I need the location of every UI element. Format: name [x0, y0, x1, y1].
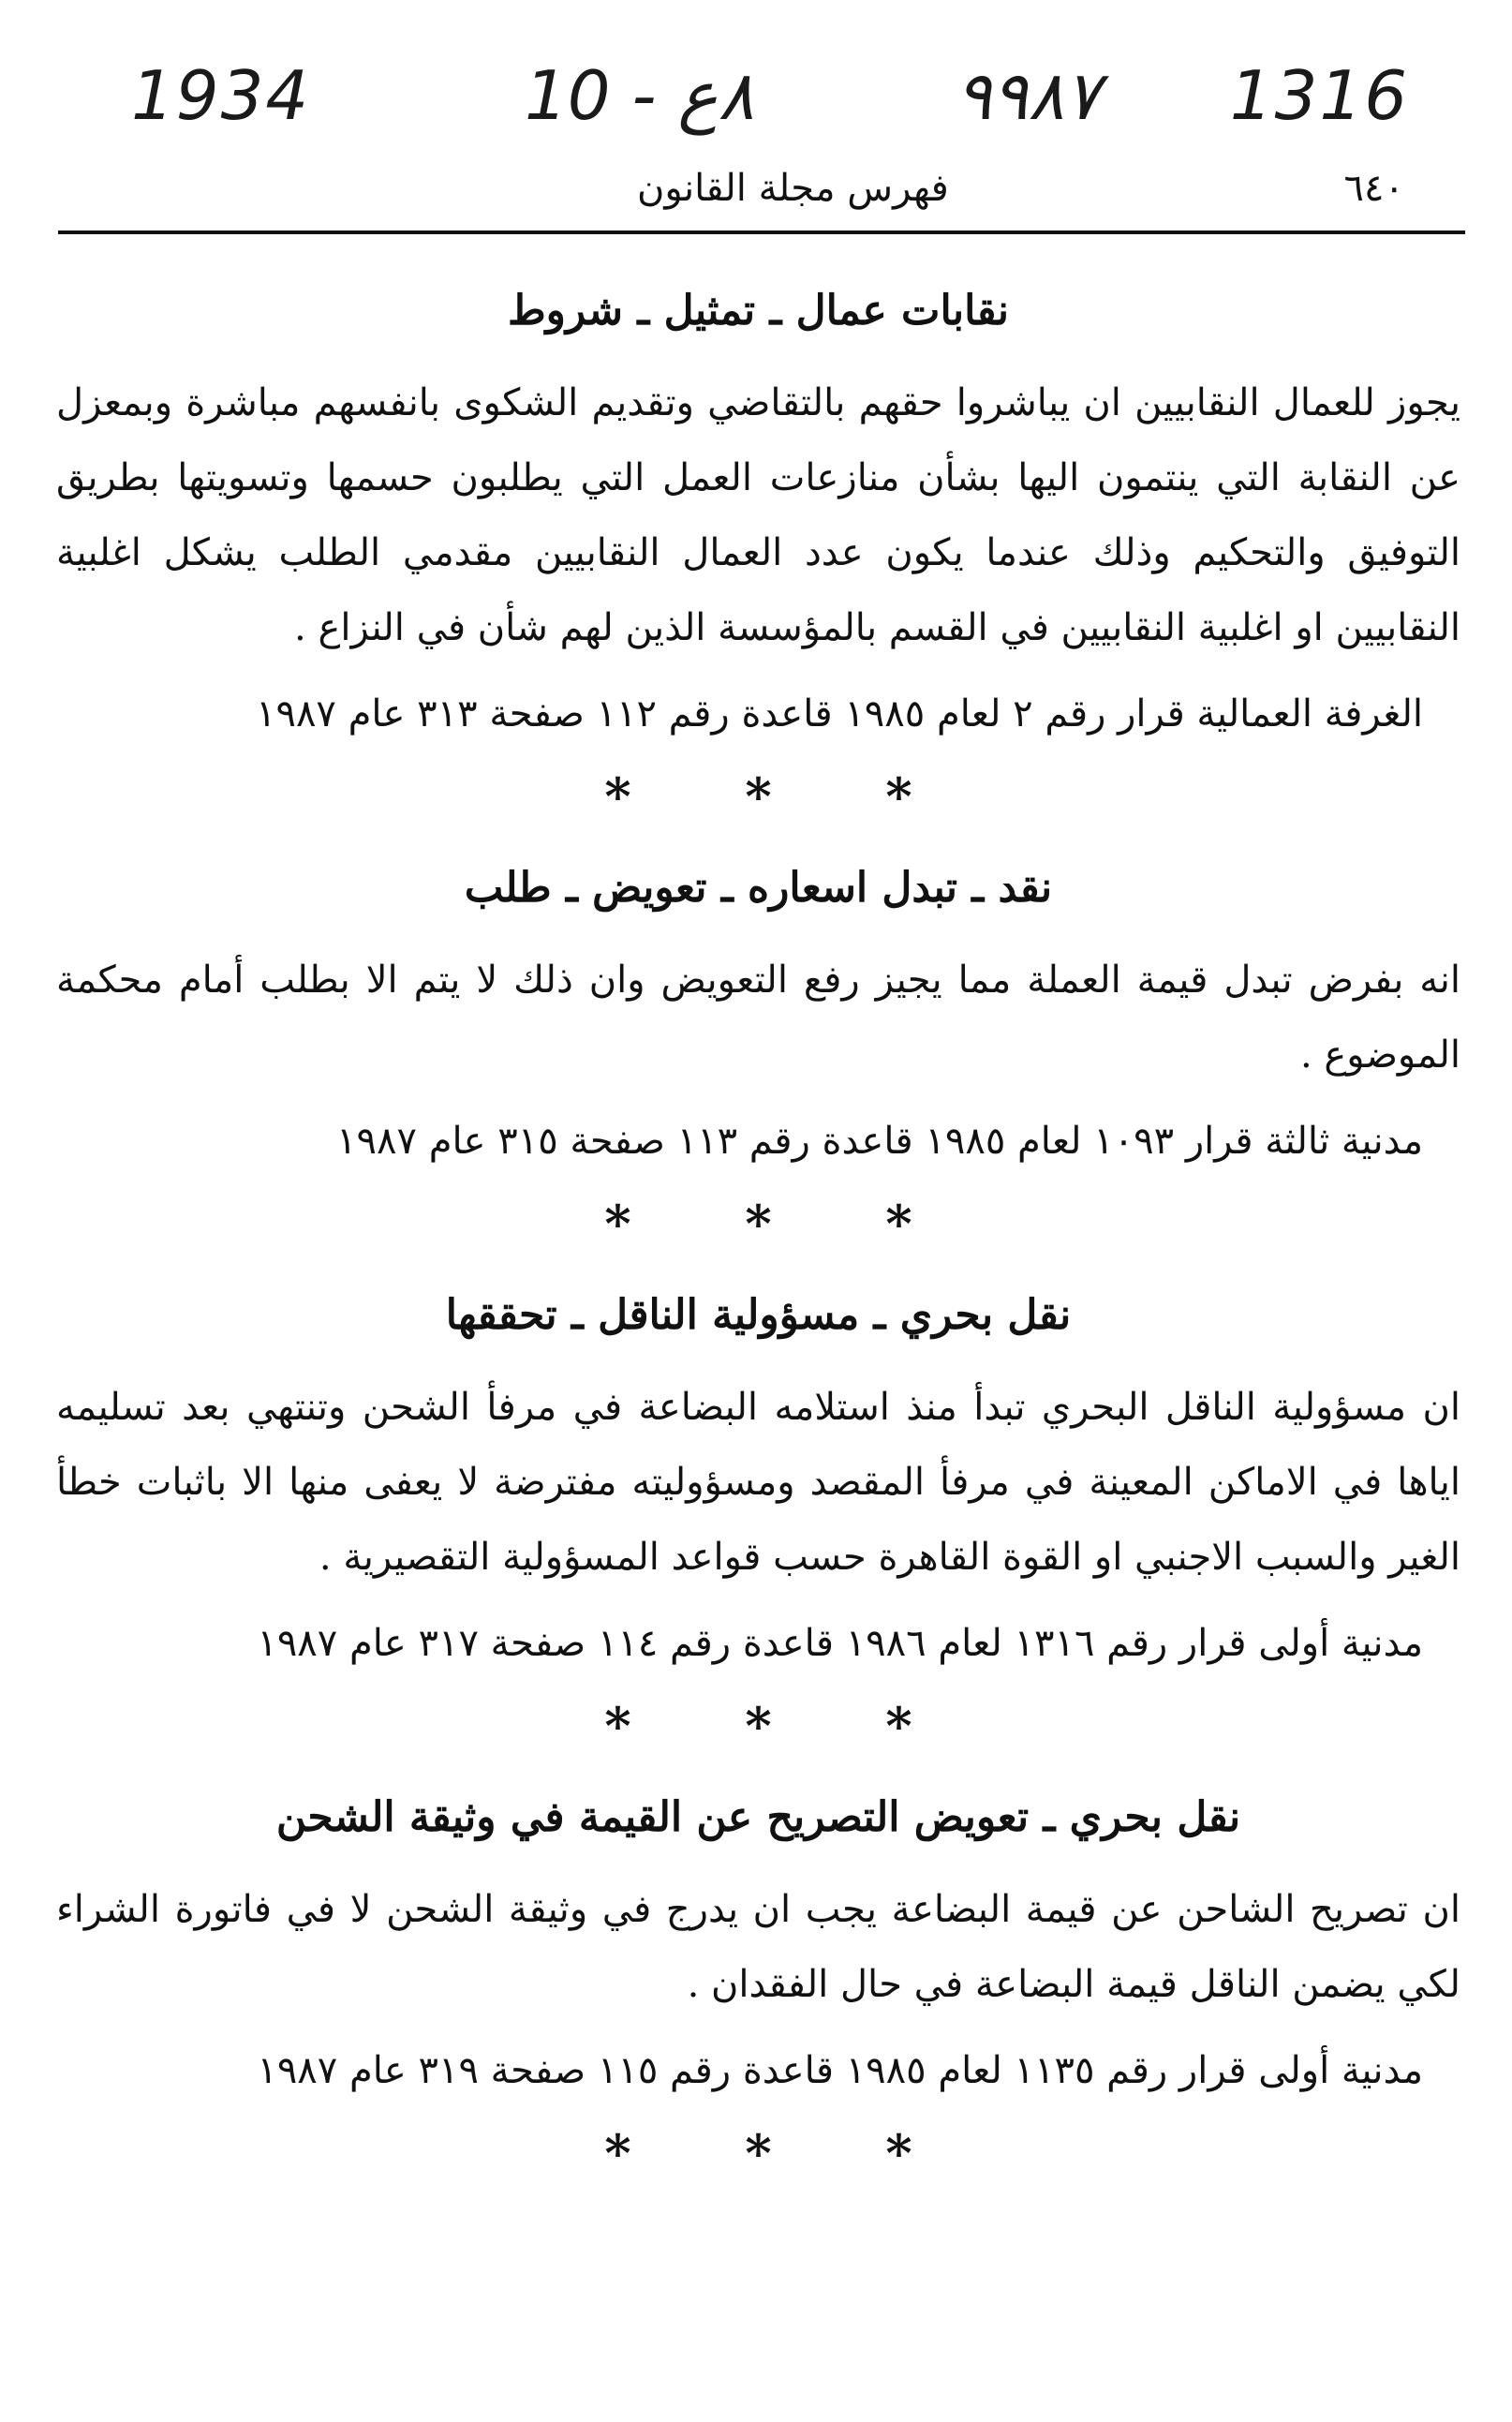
- separator-star: *: [604, 766, 631, 826]
- separator-star: *: [885, 766, 912, 826]
- entry-body: ان تصريح الشاحن عن قيمة البضاعة يجب ان يدرج في وثيقة الشحن لا في فاتورة الشراء لكي يضمن الناقل قيمة البضاعة في حال الفقدان .: [56, 1888, 1460, 2006]
- separator-star: *: [745, 1696, 772, 1756]
- index-entry: [56, 1285, 1460, 1763]
- separator-star: *: [885, 1696, 912, 1756]
- section-separator: [56, 1186, 1460, 1261]
- entry-heading: نقل بحري ـ تعويض التصريح عن القيمة في وثيقة الشحن: [275, 1793, 1241, 1841]
- entry-body: ان مسؤولية الناقل البحري تبدأ منذ استلامه البضاعة في مرفأ الشحن وتنتهي بعد تسليمه اياها في الاماكن المعينة في مرفأ المقصد ومسؤوليته مفترضة لا يعفى منها الا باثبات خطأ الغير والسبب الاجنبي او القوة القاهرة حسب قواعد المسؤولية التقصيرية .: [56, 1386, 1460, 1579]
- index-entries: [56, 281, 1460, 2215]
- separator-star: *: [604, 1194, 631, 1254]
- separator-star: *: [745, 2123, 772, 2183]
- separator-star: *: [604, 2123, 631, 2183]
- separator-star: *: [885, 1194, 912, 1254]
- index-entry: [56, 858, 1460, 1261]
- entry-body: يجوز للعمال النقابيين ان يباشروا حقهم بالتقاضي وتقديم الشكوى بانفسهم مباشرة وبمعزل عن النقابة التي ينتمون اليها بشأن منازعات العمل التي يطلبون حسمها وتسويتها بطريق التوفيق والتحكيم وذلك عندما يكون عدد العمال النقابيين مقدمي الطلب يشكل اغلبية النقابيين او اغلبية النقابيين في القسم بالمؤسسة الذين لهم شأن في النزاع .: [56, 381, 1460, 649]
- handwritten-number-right: 1316: [1229, 56, 1409, 135]
- entry-citation: مدنية أولى قرار رقم ١١٣٥ لعام ١٩٨٥ قاعدة رقم ١١٥ صفحة ٣١٩ عام ١٩٨٧: [257, 2049, 1423, 2092]
- separator-star: *: [604, 1696, 631, 1756]
- index-entry: [56, 281, 1460, 834]
- handwritten-number-left: 1934: [131, 56, 311, 135]
- entry-citation: مدنية أولى قرار رقم ١٣١٦ لعام ١٩٨٦ قاعدة رقم ١١٤ صفحة ٣١٧ عام ١٩٨٧: [257, 1622, 1423, 1665]
- header-rule: [58, 230, 1465, 234]
- entry-heading: نقد ـ تبدل اسعاره ـ تعويض ـ طلب: [464, 864, 1053, 912]
- handwritten-annotations: [131, 56, 1409, 159]
- separator-star: *: [745, 1194, 772, 1254]
- entry-citation: الغرفة العمالية قرار رقم ٢ لعام ١٩٨٥ قاعدة رقم ١١٢ صفحة ٣١٣ عام ١٩٨٧: [255, 692, 1423, 736]
- entry-body: انه بفرض تبدل قيمة العملة مما يجيز رفع التعويض وان ذلك لا يتم الا بطلب أمام محكمة الموضوع .: [56, 958, 1460, 1077]
- handwritten-number-mid-right: ٩٩٨٧: [956, 56, 1101, 135]
- section-separator: [56, 1688, 1460, 1763]
- entry-heading: نقابات عمال ـ تمثيل ـ شروط: [507, 287, 1010, 334]
- running-head-title: فهرس مجلة القانون: [637, 167, 949, 210]
- running-head: [56, 167, 1456, 223]
- section-separator: [56, 2116, 1460, 2191]
- page-number: ٦٤٠: [1343, 167, 1404, 210]
- handwritten-number-mid-left: 10 - ٨ع: [525, 56, 755, 135]
- separator-star: *: [745, 766, 772, 826]
- entry-heading: نقل بحري ـ مسؤولية الناقل ـ تحققها: [445, 1291, 1072, 1339]
- separator-star: *: [885, 2123, 912, 2183]
- section-separator: [56, 759, 1460, 834]
- index-entry: [56, 1788, 1460, 2191]
- entry-citation: مدنية ثالثة قرار ١٠٩٣ لعام ١٩٨٥ قاعدة رقم ١١٣ صفحة ٣١٥ عام ١٩٨٧: [336, 1120, 1423, 1163]
